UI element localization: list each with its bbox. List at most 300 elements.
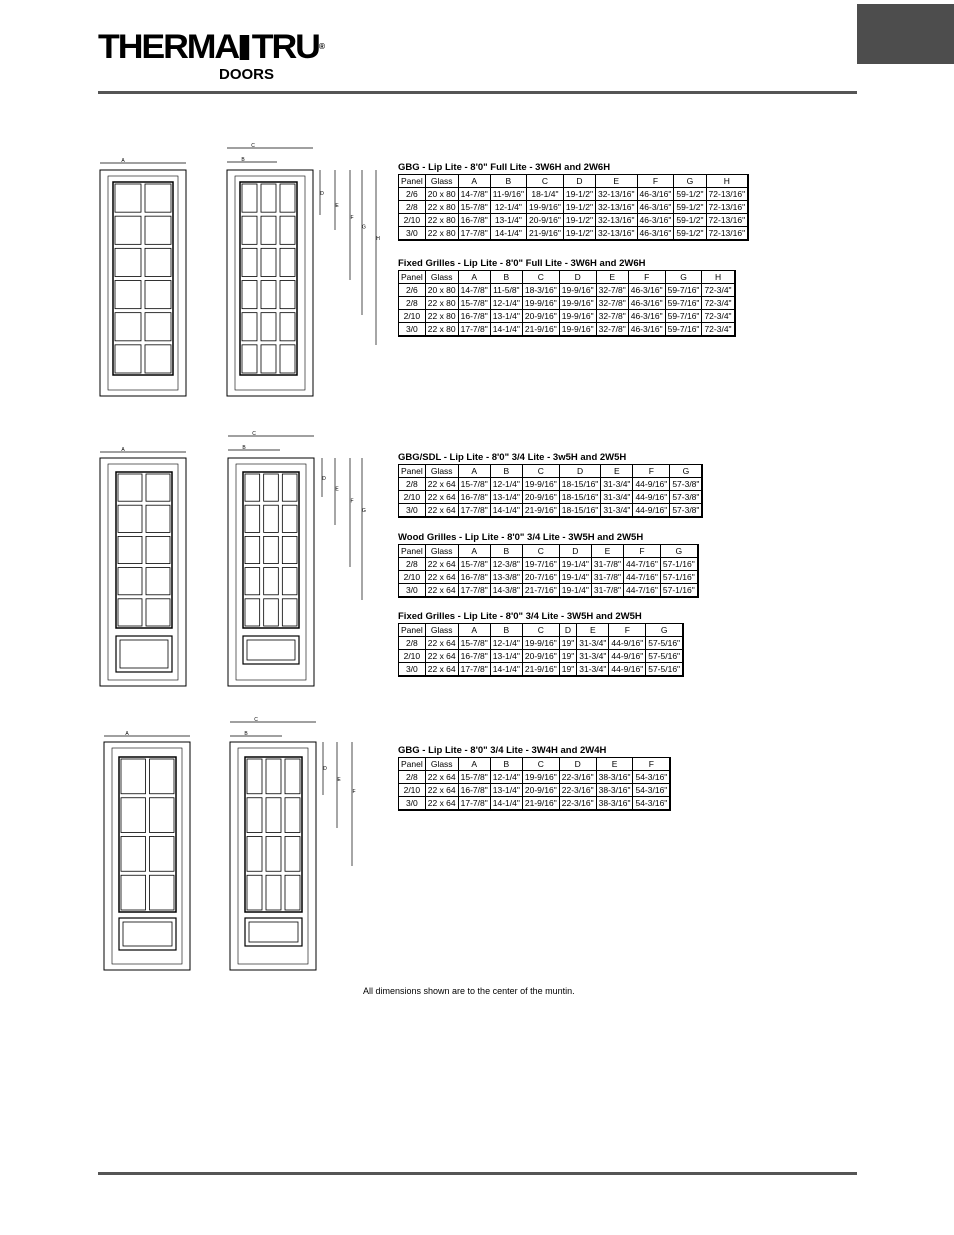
glass-pane xyxy=(285,759,300,794)
table-cell: 32-7/8" xyxy=(596,310,628,323)
table-cell: 19-1/2" xyxy=(563,188,595,201)
table-cell: 46-3/16" xyxy=(637,201,674,214)
table-cell: 16-7/8" xyxy=(458,571,490,584)
column-header: C xyxy=(526,175,563,188)
footnote: All dimensions shown are to the center of the muntin. xyxy=(363,986,575,996)
column-header: E xyxy=(601,465,633,478)
dimension-label: D xyxy=(322,476,326,482)
table-cell: 2/6 xyxy=(399,284,426,297)
dimension-label: H xyxy=(376,235,380,242)
glass-pane xyxy=(245,536,260,563)
column-header: D xyxy=(563,175,595,188)
table-cell: 22 x 64 xyxy=(425,663,458,677)
bottom-panel-inner xyxy=(247,640,295,660)
table-cell: 13-1/4" xyxy=(490,491,522,504)
glass-pane xyxy=(150,759,175,794)
table-cell: 32-13/16" xyxy=(595,201,637,214)
table-row xyxy=(399,558,698,571)
dimension-label: F xyxy=(350,215,354,221)
dimension-label: E xyxy=(337,777,341,784)
column-header: F xyxy=(633,465,670,478)
column-header: Panel xyxy=(399,545,426,558)
bottom-panel-inner xyxy=(120,640,168,668)
glass-pane xyxy=(146,568,170,595)
glass-pane xyxy=(280,313,295,341)
glass-pane xyxy=(242,184,257,212)
table-cell: 59-1/2" xyxy=(674,214,706,227)
glass-pane xyxy=(145,248,171,276)
table-cell: 72-13/16" xyxy=(706,227,748,241)
table-cell: 19-9/16" xyxy=(522,771,559,784)
column-header: G xyxy=(665,271,702,284)
column-header: G xyxy=(646,624,683,637)
table-cell: 19-7/16" xyxy=(522,558,559,571)
dimension-label: F xyxy=(350,498,354,505)
column-header: D xyxy=(559,624,576,637)
glass-pane xyxy=(247,759,262,794)
table-cell: 2/8 xyxy=(399,558,426,571)
glass-pane xyxy=(118,505,142,532)
table-cell: 31-3/4" xyxy=(577,663,609,677)
door-inner-frame xyxy=(112,748,182,964)
table-cell: 19-9/16" xyxy=(559,297,596,310)
column-header: D xyxy=(559,465,601,478)
bottom-panel xyxy=(116,636,172,672)
table-cell: 32-7/8" xyxy=(596,323,628,337)
spec-table xyxy=(398,174,749,241)
table-cell: 22-3/16" xyxy=(559,797,596,811)
table-block-1 xyxy=(398,162,749,241)
table-cell: 22 x 64 xyxy=(425,797,458,811)
table-cell: 2/10 xyxy=(399,214,426,227)
table-cell: 19-9/16" xyxy=(559,323,596,337)
glass-pane xyxy=(280,216,295,244)
column-header: C xyxy=(522,758,559,771)
dimension-label: E xyxy=(335,203,339,209)
glass-pane xyxy=(266,759,281,794)
table-cell: 72-13/16" xyxy=(706,201,748,214)
glass-pane xyxy=(282,599,297,626)
table-cell: 15-7/8" xyxy=(458,478,490,491)
glass-pane xyxy=(118,474,142,501)
table-cell: 14-1/4" xyxy=(490,797,522,811)
table-row xyxy=(399,504,703,518)
column-header: E xyxy=(577,624,609,637)
glass-pane xyxy=(121,759,146,794)
table-cell: 14-1/4" xyxy=(490,663,522,677)
table-title: GBG/SDL - Lip Lite - 8'0" 3/4 Lite - 3w5H and 2W5H xyxy=(398,452,627,463)
table-cell: 59-7/16" xyxy=(665,284,702,297)
table-header-row xyxy=(399,271,735,284)
table-cell: 22 x 80 xyxy=(425,323,458,337)
table-cell: 2/10 xyxy=(399,491,426,504)
table-cell: 17-7/8" xyxy=(458,227,490,241)
glass-pane xyxy=(261,313,276,341)
glass-pane xyxy=(115,248,141,276)
table-cell: 15-7/8" xyxy=(458,558,490,571)
column-header: Panel xyxy=(399,271,426,284)
dimension-label: G xyxy=(362,508,366,514)
table-cell: 54-3/16" xyxy=(633,771,670,784)
table-cell: 11-9/16" xyxy=(490,188,526,201)
door-inner-frame xyxy=(108,464,178,680)
spec-table xyxy=(398,623,684,677)
table-cell: 22 x 80 xyxy=(425,201,458,214)
glass-frame xyxy=(116,472,172,628)
door-inner-frame xyxy=(238,748,308,964)
column-header: A xyxy=(458,271,490,284)
table-cell: 19-9/16" xyxy=(559,310,596,323)
column-header: D xyxy=(559,271,596,284)
table-cell: 57-3/8" xyxy=(670,478,703,491)
column-header: Glass xyxy=(425,758,458,771)
table-cell: 44-9/16" xyxy=(609,650,646,663)
table-cell: 20-7/16" xyxy=(522,571,559,584)
spec-table xyxy=(398,544,699,598)
dimension-label: F xyxy=(352,789,356,796)
table-cell: 2/10 xyxy=(399,571,426,584)
table-block-3 xyxy=(398,452,703,518)
glass-pane xyxy=(115,281,141,309)
table-cell: 57-5/16" xyxy=(646,663,683,677)
column-header: C xyxy=(522,545,559,558)
column-header: D xyxy=(559,758,596,771)
glass-pane xyxy=(280,248,295,276)
table-header-row xyxy=(399,758,671,771)
table-cell: 12-1/4" xyxy=(490,637,522,650)
column-header: F xyxy=(628,271,665,284)
table-row xyxy=(399,323,735,337)
glass-pane xyxy=(118,599,142,626)
glass-pane xyxy=(266,837,281,872)
table-cell: 15-7/8" xyxy=(458,297,490,310)
door-outline xyxy=(230,742,316,970)
footer-divider xyxy=(98,1172,857,1175)
bottom-panel xyxy=(119,918,176,950)
table-cell: 32-13/16" xyxy=(595,227,637,241)
table-title: Wood Grilles - Lip Lite - 8'0" 3/4 Lite - 3W5H and 2W5H xyxy=(398,532,644,543)
column-header: A xyxy=(458,624,490,637)
glass-pane xyxy=(261,216,276,244)
table-header-row xyxy=(399,624,684,637)
table-cell: 2/8 xyxy=(399,637,426,650)
column-header: H xyxy=(706,175,748,188)
table-cell: 12-1/4" xyxy=(490,771,522,784)
table-row xyxy=(399,663,684,677)
table-cell: 3/0 xyxy=(399,584,426,598)
column-header: D xyxy=(559,545,591,558)
glass-pane xyxy=(280,345,295,373)
glass-pane xyxy=(282,536,297,563)
table-cell: 19" xyxy=(559,663,576,677)
column-header: Glass xyxy=(425,465,458,478)
table-cell: 18-15/16" xyxy=(559,491,601,504)
table-cell: 12-3/8" xyxy=(490,558,522,571)
table-cell: 2/8 xyxy=(399,297,426,310)
table-cell: 38-3/16" xyxy=(596,797,633,811)
column-header: Panel xyxy=(399,758,426,771)
column-header: C xyxy=(522,624,559,637)
table-row xyxy=(399,201,749,214)
table-cell: 57-1/16" xyxy=(660,558,697,571)
table-cell: 59-7/16" xyxy=(665,323,702,337)
table-cell: 14-7/8" xyxy=(458,284,490,297)
table-cell: 2/8 xyxy=(399,201,426,214)
glass-pane xyxy=(121,875,146,910)
table-cell: 3/0 xyxy=(399,323,426,337)
table-cell: 13-1/4" xyxy=(490,214,526,227)
column-header: G xyxy=(660,545,697,558)
glass-frame xyxy=(240,182,297,375)
table-cell: 16-7/8" xyxy=(458,491,490,504)
column-header: G xyxy=(670,465,703,478)
glass-pane xyxy=(121,798,146,833)
table-cell: 20-9/16" xyxy=(522,310,559,323)
table-cell: 20 x 80 xyxy=(425,188,458,201)
table-cell: 22 x 64 xyxy=(425,478,458,491)
table-cell: 19-9/16" xyxy=(522,478,559,491)
table-row xyxy=(399,188,749,201)
table-cell: 46-3/16" xyxy=(637,188,674,201)
table-cell: 22 x 80 xyxy=(425,297,458,310)
table-cell: 22 x 80 xyxy=(425,310,458,323)
table-cell: 54-3/16" xyxy=(633,797,670,811)
bottom-panel-inner xyxy=(123,922,172,946)
table-cell: 57-5/16" xyxy=(646,637,683,650)
table-cell: 14-1/4" xyxy=(490,227,526,241)
table-row xyxy=(399,797,671,811)
column-header: Glass xyxy=(425,624,458,637)
glass-pane xyxy=(145,345,171,373)
table-cell: 22 x 64 xyxy=(425,504,458,518)
glass-frame xyxy=(245,757,302,912)
table-cell: 2/10 xyxy=(399,650,426,663)
glass-pane xyxy=(242,281,257,309)
glass-pane xyxy=(285,837,300,872)
table-cell: 21-9/16" xyxy=(522,323,559,337)
table-cell: 44-7/16" xyxy=(624,571,661,584)
table-cell: 3/0 xyxy=(399,227,426,241)
table-cell: 59-1/2" xyxy=(674,188,706,201)
glass-frame xyxy=(113,182,173,375)
glass-frame xyxy=(119,757,176,912)
table-block-2 xyxy=(398,258,736,337)
column-header: G xyxy=(674,175,706,188)
table-cell: 22 x 64 xyxy=(425,584,458,598)
table-cell: 22 x 64 xyxy=(425,571,458,584)
glass-pane xyxy=(121,837,146,872)
door-inner-frame xyxy=(236,464,306,680)
glass-pane xyxy=(115,313,141,341)
brand-wordmark: THERMA TRU® xyxy=(98,28,323,66)
table-cell: 2/6 xyxy=(399,188,426,201)
table-row xyxy=(399,478,703,491)
glass-pane xyxy=(282,505,297,532)
column-header: H xyxy=(702,271,735,284)
table-cell: 22 x 64 xyxy=(425,637,458,650)
table-row xyxy=(399,227,749,241)
column-header: B xyxy=(490,624,522,637)
column-header: F xyxy=(637,175,674,188)
table-cell: 72-3/4" xyxy=(702,310,735,323)
table-cell: 57-3/8" xyxy=(670,491,703,504)
table-cell: 31-3/4" xyxy=(601,491,633,504)
table-cell: 13-1/4" xyxy=(490,784,522,797)
door-inner-frame xyxy=(108,176,178,390)
table-cell: 31-7/8" xyxy=(591,558,623,571)
glass-pane xyxy=(245,474,260,501)
table-cell: 14-1/4" xyxy=(490,323,522,337)
table-cell: 20-9/16" xyxy=(522,784,559,797)
table-cell: 46-3/16" xyxy=(628,284,665,297)
table-cell: 46-3/16" xyxy=(637,227,674,241)
table-cell: 3/0 xyxy=(399,797,426,811)
glass-frame xyxy=(243,472,299,628)
table-cell: 17-7/8" xyxy=(458,663,490,677)
glass-pane xyxy=(247,875,262,910)
table-cell: 72-13/16" xyxy=(706,214,748,227)
glass-pane xyxy=(245,505,260,532)
table-cell: 3/0 xyxy=(399,663,426,677)
table-cell: 44-7/16" xyxy=(624,584,661,598)
table-cell: 57-1/16" xyxy=(660,584,697,598)
table-block-5 xyxy=(398,611,684,677)
table-cell: 22 x 64 xyxy=(425,558,458,571)
table-title: GBG - Lip Lite - 8'0" 3/4 Lite - 3W4H and 2W4H xyxy=(398,745,607,756)
glass-pane xyxy=(282,568,297,595)
table-cell: 17-7/8" xyxy=(458,584,490,598)
table-cell: 22 x 80 xyxy=(425,214,458,227)
column-header: E xyxy=(596,271,628,284)
table-cell: 19-9/16" xyxy=(522,637,559,650)
dimension-label: A xyxy=(121,158,125,164)
door-outline xyxy=(228,458,314,686)
glass-pane xyxy=(266,875,281,910)
glass-pane xyxy=(285,798,300,833)
table-cell: 11-5/8" xyxy=(490,284,522,297)
table-row xyxy=(399,584,698,598)
dimension-label: B xyxy=(244,731,248,737)
glass-pane xyxy=(115,345,141,373)
spec-table xyxy=(398,757,671,811)
glass-pane xyxy=(115,216,141,244)
table-cell: 59-7/16" xyxy=(665,310,702,323)
glass-pane xyxy=(145,216,171,244)
table-cell: 2/10 xyxy=(399,784,426,797)
table-cell: 38-3/16" xyxy=(596,784,633,797)
glass-pane xyxy=(264,568,279,595)
column-header: C xyxy=(522,465,559,478)
table-cell: 19-9/16" xyxy=(559,284,596,297)
glass-pane xyxy=(261,248,276,276)
table-cell: 72-3/4" xyxy=(702,323,735,337)
glass-pane xyxy=(150,798,175,833)
glass-pane xyxy=(115,184,141,212)
glass-pane xyxy=(146,474,170,501)
glass-pane xyxy=(285,875,300,910)
table-cell: 72-3/4" xyxy=(702,297,735,310)
glass-pane xyxy=(145,281,171,309)
table-cell: 44-9/16" xyxy=(633,491,670,504)
table-row xyxy=(399,784,671,797)
table-cell: 20-9/16" xyxy=(522,491,559,504)
table-block-4 xyxy=(398,532,699,598)
glass-pane xyxy=(118,568,142,595)
table-row xyxy=(399,297,735,310)
dimension-label: C xyxy=(252,431,256,437)
table-cell: 19-1/4" xyxy=(559,558,591,571)
table-cell: 22-3/16" xyxy=(559,771,596,784)
table-cell: 31-3/4" xyxy=(577,650,609,663)
table-cell: 2/10 xyxy=(399,310,426,323)
dimension-label: A xyxy=(121,447,125,453)
dimension-label: B xyxy=(241,157,245,163)
table-cell: 12-1/4" xyxy=(490,297,522,310)
table-cell: 22 x 64 xyxy=(425,650,458,663)
table-cell: 14-1/4" xyxy=(490,504,522,518)
column-header: Glass xyxy=(425,175,458,188)
column-header: Glass xyxy=(425,271,458,284)
column-header: B xyxy=(490,465,522,478)
table-cell: 72-13/16" xyxy=(706,188,748,201)
table-row xyxy=(399,491,703,504)
column-header: E xyxy=(591,545,623,558)
table-cell: 59-1/2" xyxy=(674,227,706,241)
column-header: B xyxy=(490,175,526,188)
glass-pane xyxy=(242,216,257,244)
glass-pane xyxy=(261,345,276,373)
table-row xyxy=(399,571,698,584)
table-cell: 14-3/8" xyxy=(490,584,522,598)
table-cell: 22 x 64 xyxy=(425,784,458,797)
glass-pane xyxy=(146,599,170,626)
table-cell: 16-7/8" xyxy=(458,310,490,323)
table-cell: 46-3/16" xyxy=(628,310,665,323)
table-cell: 31-7/8" xyxy=(591,584,623,598)
table-cell: 18-15/16" xyxy=(559,504,601,518)
table-cell: 57-1/16" xyxy=(660,571,697,584)
table-cell: 32-7/8" xyxy=(596,284,628,297)
column-header: A xyxy=(458,545,490,558)
glass-pane xyxy=(261,184,276,212)
column-header: B xyxy=(490,545,522,558)
table-cell: 13-1/4" xyxy=(490,650,522,663)
table-cell: 19-1/2" xyxy=(563,214,595,227)
dimension-label: E xyxy=(335,486,339,493)
spec-table xyxy=(398,464,703,518)
table-cell: 44-9/16" xyxy=(609,637,646,650)
table-cell: 2/8 xyxy=(399,478,426,491)
table-cell: 22 x 64 xyxy=(425,491,458,504)
table-cell: 17-7/8" xyxy=(458,504,490,518)
table-cell: 16-7/8" xyxy=(458,650,490,663)
glass-pane xyxy=(264,505,279,532)
table-cell: 19" xyxy=(559,637,576,650)
table-cell: 17-7/8" xyxy=(458,323,490,337)
glass-pane xyxy=(242,248,257,276)
glass-pane xyxy=(150,837,175,872)
table-row xyxy=(399,771,671,784)
table-cell: 32-7/8" xyxy=(596,297,628,310)
table-cell: 46-3/16" xyxy=(628,297,665,310)
table-cell: 21-9/16" xyxy=(522,797,559,811)
glass-pane xyxy=(245,599,260,626)
column-header: Panel xyxy=(399,465,426,478)
table-cell: 18-3/16" xyxy=(522,284,559,297)
table-cell: 31-3/4" xyxy=(601,504,633,518)
glass-pane xyxy=(264,536,279,563)
table-cell: 19-1/2" xyxy=(563,227,595,241)
